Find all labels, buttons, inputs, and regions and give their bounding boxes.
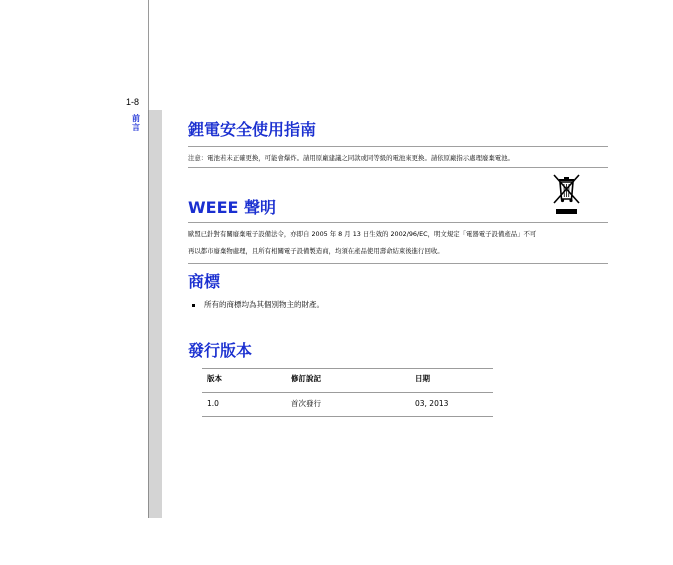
margin-side-strip xyxy=(148,110,162,518)
battery-top-rule xyxy=(188,146,608,147)
table-bottom-rule xyxy=(202,416,493,417)
table-cell-date: 03, 2013 xyxy=(415,399,449,408)
weee-bottom-rule xyxy=(188,263,608,264)
table-header-revision: 修訂說記 xyxy=(291,374,321,383)
battery-text: 注意：電池若未正確更換，可能會爆炸。請用原廠建議之同款或同等級的電池來更換。請依原廠指示處理廢棄電池。 xyxy=(188,154,514,162)
page-number: 1-8 xyxy=(126,97,140,107)
weee-title: WEEE 聲明 xyxy=(188,198,277,217)
battery-title: 鋰電安全使用指南 xyxy=(188,120,317,139)
trademark-list-item xyxy=(192,300,324,310)
weee-text-line-2: 再以都市廢棄物處理，且所有相關電子設備製造商，均須在產品使用壽命結束後進行回收。 xyxy=(188,247,444,255)
table-top-rule xyxy=(202,368,493,369)
section-label: 前言 xyxy=(132,114,140,132)
weee-top-rule xyxy=(188,222,608,223)
crossed-out-wheeled-bin-icon xyxy=(551,172,583,220)
trademarks-title: 商標 xyxy=(188,272,221,291)
table-header-version: 版本 xyxy=(207,374,222,383)
battery-bottom-rule xyxy=(188,167,608,168)
table-header-date: 日期 xyxy=(415,374,430,383)
margin-top-rule xyxy=(148,0,149,110)
table-cell-revision: 首次發行 xyxy=(291,399,321,408)
release-title: 發行版本 xyxy=(188,341,253,360)
table-header-rule xyxy=(202,392,493,393)
bullet-icon xyxy=(192,304,195,307)
trademark-text: 所有的商標均為其個別物主的財產。 xyxy=(204,300,324,309)
table-cell-version: 1.0 xyxy=(207,399,219,408)
weee-text-line-1: 歐盟已針對有關廢棄電子設備法令，亦即自 2005 年 8 月 13 日生效的 2002/96/EC，明文規定「電器電子設備產品」不可 xyxy=(188,230,537,238)
